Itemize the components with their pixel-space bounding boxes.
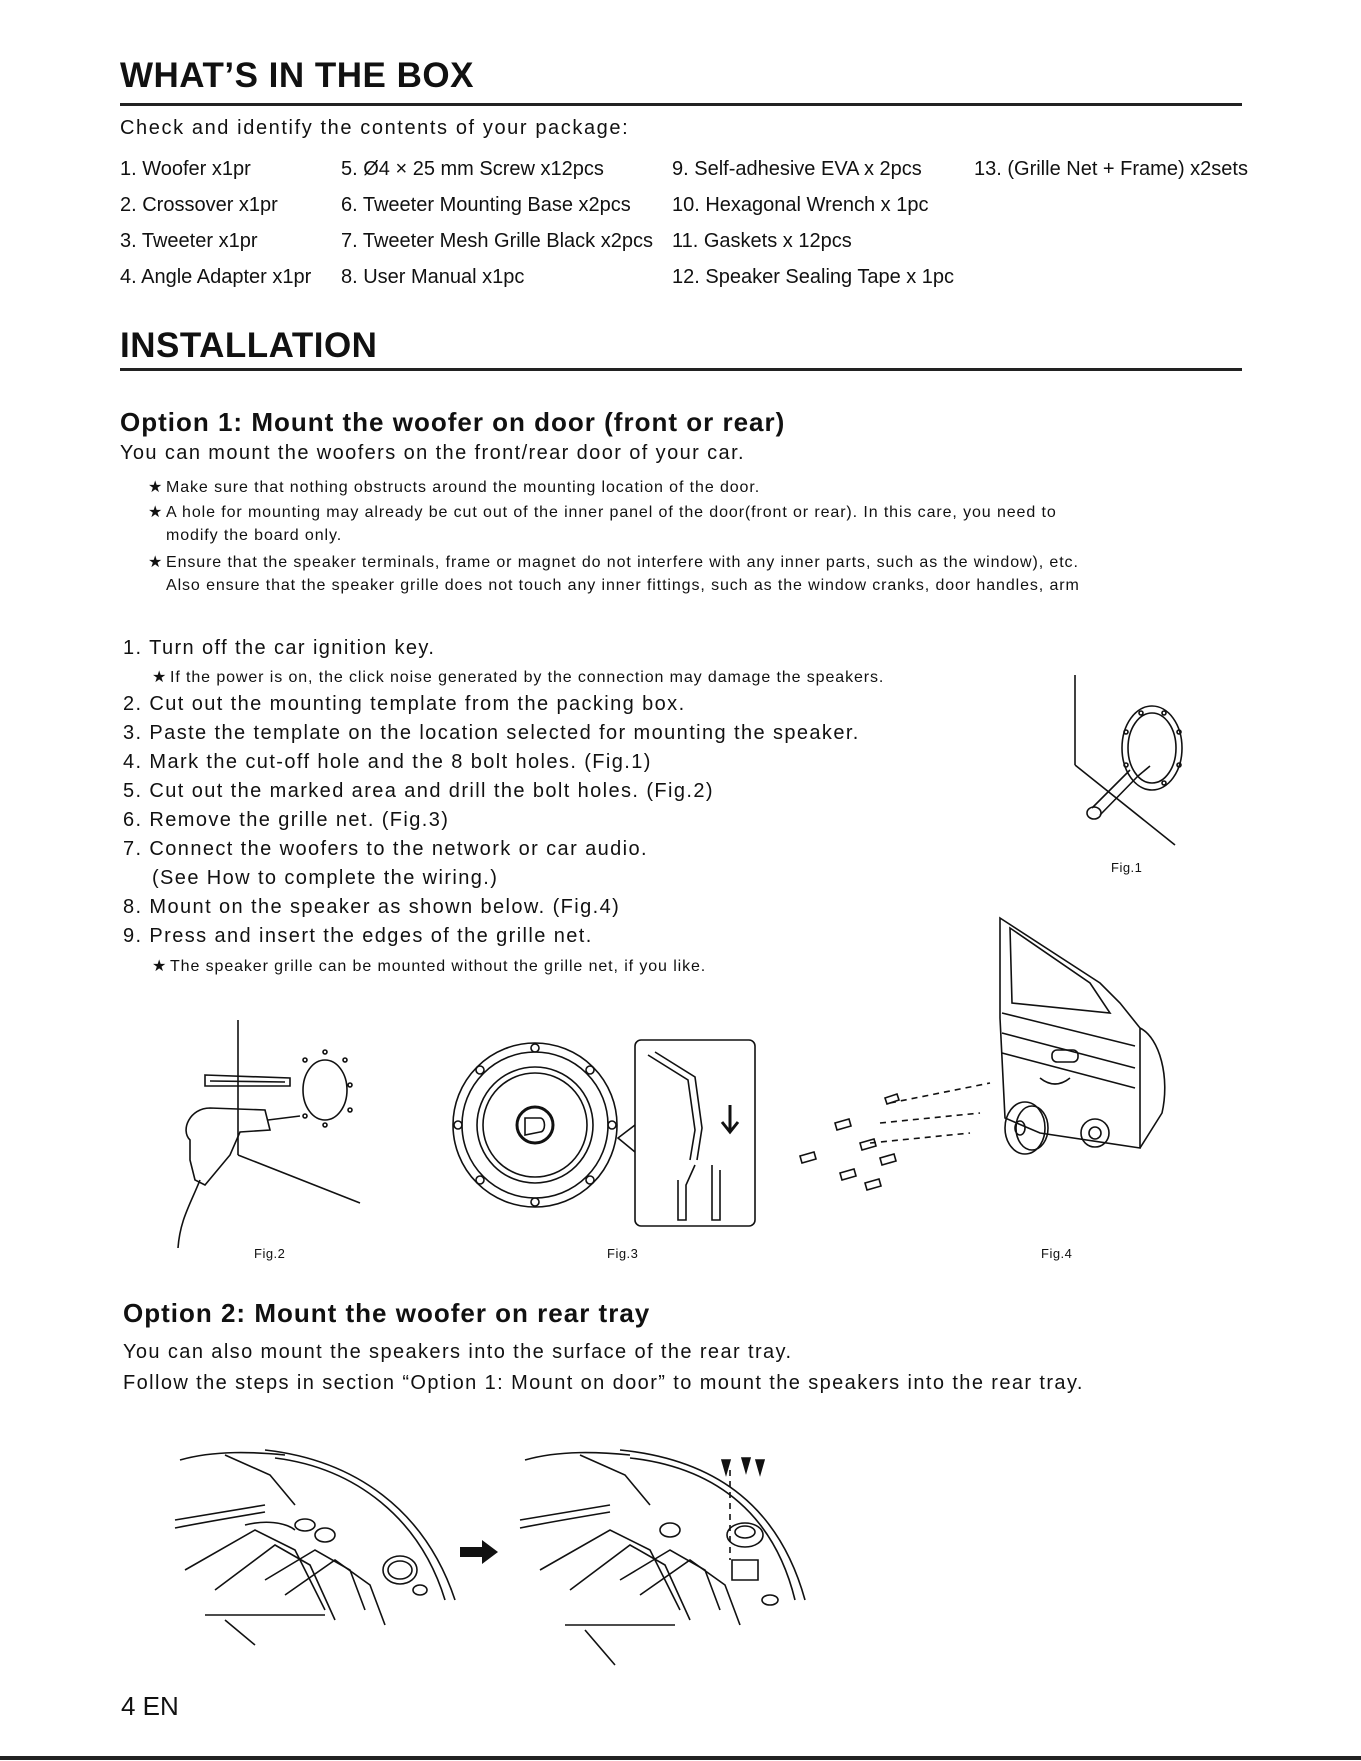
list-item: 11. Gaskets x 12pcs bbox=[672, 230, 852, 252]
title-divider bbox=[120, 103, 1242, 106]
note-line bbox=[148, 502, 1057, 522]
bottom-edge bbox=[0, 1756, 1361, 1760]
box-intro: Check and identify the contents of your package: bbox=[120, 117, 630, 139]
star-icon: ★ bbox=[148, 479, 164, 496]
note-text: Ensure that the speaker terminals, frame or magnet do not interfere with any inner parts, such as the window), etc. bbox=[166, 554, 1079, 571]
fig4-label: Fig.4 bbox=[1041, 1246, 1073, 1261]
note-text: If the power is on, the click noise generated by the connection may damage the speakers. bbox=[170, 669, 885, 686]
list-item: 6. Tweeter Mounting Base x2pcs bbox=[341, 194, 631, 216]
note-line bbox=[148, 477, 760, 497]
list-item: 9. Self-adhesive EVA x 2pcs bbox=[672, 158, 922, 180]
step-9-note bbox=[152, 956, 706, 976]
note-line bbox=[148, 552, 1079, 572]
list-item: 7. Tweeter Mesh Grille Black x2pcs bbox=[341, 230, 653, 252]
rear-tray-before-illustration bbox=[175, 1450, 460, 1645]
star-icon: ★ bbox=[152, 669, 168, 686]
list-item: 13. (Grille Net + Frame) x2sets bbox=[974, 158, 1248, 180]
star-icon: ★ bbox=[148, 554, 164, 571]
installation-divider bbox=[120, 368, 1242, 371]
step-1: 1. Turn off the car ignition key. bbox=[123, 637, 436, 659]
fig1-illustration bbox=[1060, 670, 1190, 850]
step-3: 3. Paste the template on the location selected for mounting the speaker. bbox=[123, 722, 860, 744]
note-text: A hole for mounting may already be cut out of the inner panel of the door(front or rear). In this care, you need to bbox=[166, 504, 1057, 521]
list-item: 3. Tweeter x1pr bbox=[120, 230, 258, 252]
step-1-note bbox=[152, 667, 884, 687]
step-7-sub: (See How to complete the wiring.) bbox=[152, 867, 499, 889]
note-text: Make sure that nothing obstructs around the mounting location of the door. bbox=[166, 479, 761, 496]
installation-title: INSTALLATION bbox=[120, 326, 378, 365]
rear-tray-after-illustration bbox=[520, 1450, 820, 1670]
list-item: 12. Speaker Sealing Tape x 1pc bbox=[672, 266, 955, 288]
note-text: Also ensure that the speaker grille does not touch any inner fittings, such as the window cranks, door handles, arm bbox=[166, 577, 1080, 594]
right-arrow-icon bbox=[460, 1540, 500, 1564]
list-item: 5. Ø4 × 25 mm Screw x12pcs bbox=[341, 158, 604, 180]
fig2-illustration bbox=[170, 1020, 370, 1250]
step-7: 7. Connect the woofers to the network or car audio. bbox=[123, 838, 648, 860]
option1-heading: Option 1: Mount the woofer on door (front or rear) bbox=[120, 407, 786, 437]
step-6: 6. Remove the grille net. (Fig.3) bbox=[123, 809, 450, 831]
fig1-label: Fig.1 bbox=[1111, 860, 1143, 875]
note-text: The speaker grille can be mounted without the grille net, if you like. bbox=[170, 958, 707, 975]
list-item: 1. Woofer x1pr bbox=[120, 158, 251, 180]
list-item: 2. Crossover x1pr bbox=[120, 194, 278, 216]
step-4: 4. Mark the cut-off hole and the 8 bolt holes. (Fig.1) bbox=[123, 751, 652, 773]
box-title: WHAT’S IN THE BOX bbox=[120, 56, 474, 95]
note-text: modify the board only. bbox=[166, 527, 343, 544]
star-icon: ★ bbox=[152, 958, 168, 975]
list-item: 8. User Manual x1pc bbox=[341, 266, 525, 288]
option1-intro: You can mount the woofers on the front/rear door of your car. bbox=[120, 442, 745, 464]
star-icon: ★ bbox=[148, 504, 164, 521]
option2-heading: Option 2: Mount the woofer on rear tray bbox=[123, 1298, 651, 1328]
option2-line-1: You can also mount the speakers into the surface of the rear tray. bbox=[123, 1341, 793, 1363]
fig3-illustration bbox=[450, 1040, 760, 1230]
step-2: 2. Cut out the mounting template from the packing box. bbox=[123, 693, 686, 715]
fig3-label: Fig.3 bbox=[607, 1246, 639, 1261]
fig2-label: Fig.2 bbox=[254, 1246, 286, 1261]
step-9: 9. Press and insert the edges of the grille net. bbox=[123, 925, 593, 947]
fig4-illustration bbox=[790, 918, 1210, 1238]
step-8: 8. Mount on the speaker as shown below. (Fig.4) bbox=[123, 896, 621, 918]
option2-line-2: Follow the steps in section “Option 1: Mount on door” to mount the speakers into the rear tray. bbox=[123, 1372, 1084, 1394]
step-5: 5. Cut out the marked area and drill the bolt holes. (Fig.2) bbox=[123, 780, 714, 802]
list-item: 4. Angle Adapter x1pr bbox=[120, 266, 312, 288]
page-number: 4 EN bbox=[121, 1691, 179, 1721]
list-item: 10. Hexagonal Wrench x 1pc bbox=[672, 194, 929, 216]
